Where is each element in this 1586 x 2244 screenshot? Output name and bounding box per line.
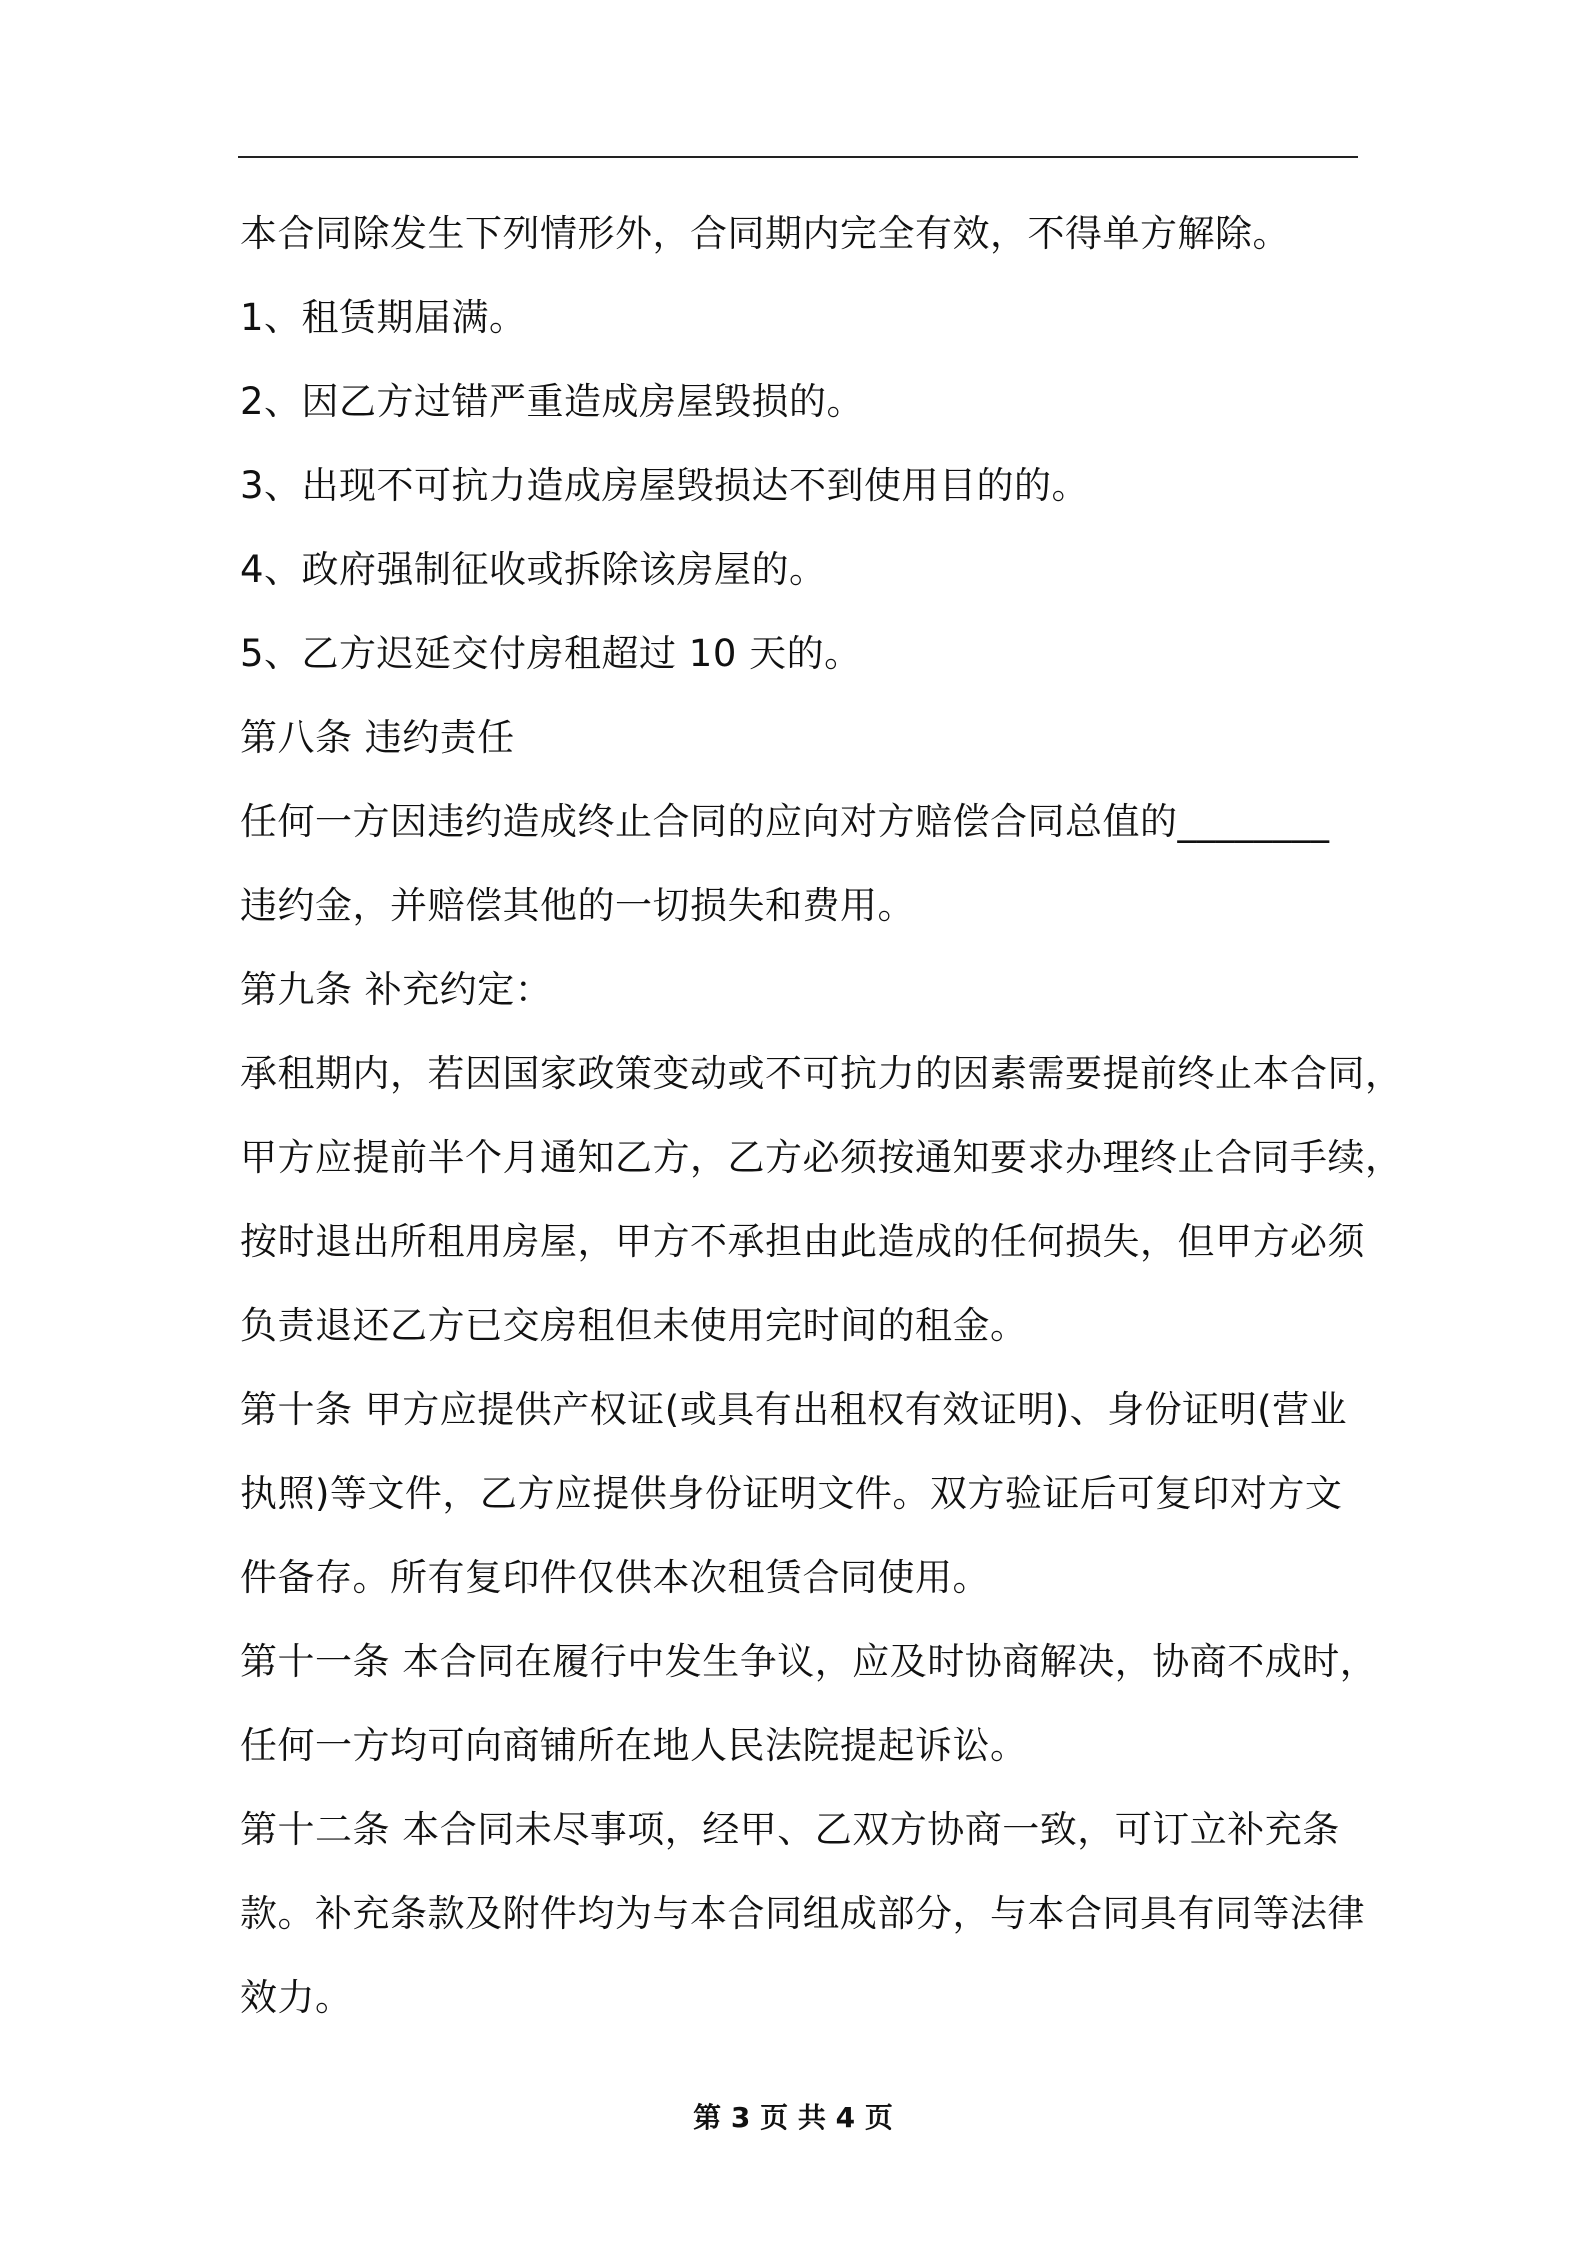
article-11-text-line: 第十一条 本合同在履行中发生争议，应及时协商解决，协商不成时， [240,1640,1378,1683]
list-item-1: 1、租赁期届满。 [240,296,527,339]
header-rule [238,156,1358,158]
list-item-2: 2、因乙方过错严重造成房屋毁损的。 [240,380,865,423]
article-10-text-line: 执照)等文件，乙方应提供身份证明文件。双方验证后可复印对方文 [240,1472,1343,1515]
article-9-heading: 第九条 补充约定： [240,968,553,1011]
paragraph-intro: 本合同除发生下列情形外，合同期内完全有效，不得单方解除。 [240,212,1290,255]
article-11-text-line: 任何一方均可向商铺所在地人民法院提起诉讼。 [240,1724,1028,1767]
article-10-text-line: 件备存。所有复印件仅供本次租赁合同使用。 [240,1556,990,1599]
list-item-5: 5、乙方迟延交付房租超过 10 天的。 [240,632,862,675]
contract-body [240,192,1403,2040]
article-8-text-line: 违约金，并赔偿其他的一切损失和费用。 [240,884,915,927]
article-9-text-line: 甲方应提前半个月通知乙方，乙方必须按通知要求办理终止合同手续， [240,1136,1403,1179]
list-item-3: 3、出现不可抗力造成房屋毁损达不到使用目的的。 [240,464,1090,507]
article-12-text-line: 效力。 [240,1976,353,2019]
article-9-text-line: 负责退还乙方已交房租但未使用完时间的租金。 [240,1304,1028,1347]
article-8-heading: 第八条 违约责任 [240,716,515,759]
article-9-text-line: 按时退出所租用房屋，甲方不承担由此造成的任何损失，但甲方必须 [240,1220,1365,1263]
article-8-text-line: 任何一方因违约造成终止合同的应向对方赔偿合同总值的________ [240,800,1330,843]
article-10-text-line: 第十条 甲方应提供产权证(或具有出租权有效证明)、身份证明(营业 [240,1388,1348,1431]
article-12-text-line: 第十二条 本合同未尽事项，经甲、乙双方协商一致，可订立补充条 [240,1808,1340,1851]
list-item-4: 4、政府强制征收或拆除该房屋的。 [240,548,827,591]
article-9-text-line: 承租期内，若因国家政策变动或不可抗力的因素需要提前终止本合同， [240,1052,1403,1095]
article-12-text-line: 款。补充条款及附件均为与本合同组成部分，与本合同具有同等法律 [240,1892,1365,1935]
page-number-footer: 第 3 页 共 4 页 [693,2101,893,2134]
